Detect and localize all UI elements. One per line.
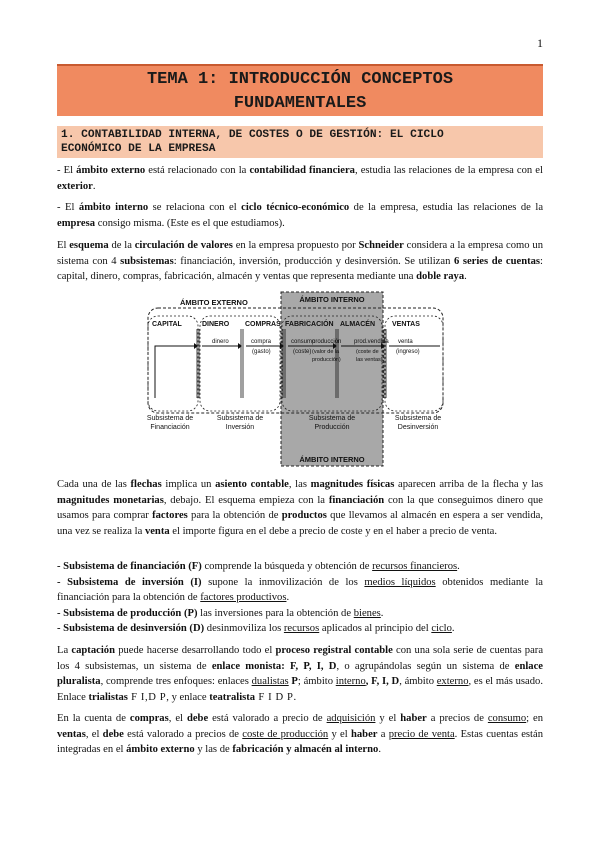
subsystem-des-2: Desinversión bbox=[397, 424, 439, 431]
ambito-interno-area bbox=[281, 292, 383, 466]
col-capital: CAPITAL bbox=[152, 321, 182, 328]
ambito-interno-bottom-label: ÁMBITO INTERNO bbox=[299, 455, 365, 464]
entry-consumo: consumo bbox=[291, 339, 316, 345]
section-line-1: 1. CONTABILIDAD INTERNA, DE COSTES O DE GESTIÓN: EL CICLO bbox=[61, 129, 444, 141]
subsystem-prod-2: Producción bbox=[314, 424, 350, 431]
subsystem-des-1: Subsistema de bbox=[394, 415, 442, 422]
entry-consumo-sub: (coste) bbox=[293, 349, 312, 355]
entry-venta: venta bbox=[398, 339, 413, 345]
entry-dinero: dinero bbox=[212, 339, 229, 345]
entry-produccion: producción bbox=[312, 339, 342, 345]
paragraph-captacion: La captación puede hacerse desarrollando todo el proceso registral contable con una sola serie de cuentas para los 4 subsistemas, un sistema de enlace monista: F, P, I, D, o agrupándolas según un sistema de enlace pluralista, comprende tres enfoques: enlaces dualistas P; ámbito interno, F, I, D, ámbito externo, es el más usado. Enlace trialistas F I,D P, y enlace teatralista F I D P. bbox=[57, 645, 544, 703]
entry-prod-vendida-sub2: las ventas) bbox=[356, 357, 383, 363]
desinversion-box bbox=[385, 316, 443, 411]
entry-produccion-sub2: producción) bbox=[312, 357, 341, 363]
subsystem-prod-1: Subsistema de bbox=[308, 415, 356, 422]
list-item: - Subsistema de inversión (I) supone la inmovilización de los medios líquidos obtenidos mediante la financiación para la obtención de factores productivos. bbox=[57, 576, 544, 603]
entry-compra: compra bbox=[251, 339, 272, 345]
col-compras: COMPRAS bbox=[245, 321, 281, 328]
page-title bbox=[57, 64, 543, 116]
list-item: - Subsistema de financiación (F) comprende la búsqueda y obtención de recursos financieros. bbox=[57, 561, 460, 572]
page-number: 1 bbox=[537, 36, 543, 50]
subsystem-inv-2: Inversión bbox=[225, 424, 255, 431]
paragraph-ambito-interno: - El ámbito interno se relaciona con el ciclo técnico-económico de la empresa, estudia las relaciones de la empresa consigo misma. (Este es el que estudiamos). bbox=[57, 202, 544, 229]
col-fabricacion: FABRICACIÓN bbox=[285, 321, 334, 328]
section-line-2: ECONÓMICO DE LA EMPRESA bbox=[61, 143, 216, 155]
subsystem-fin-2: Financiación bbox=[150, 424, 190, 431]
paragraph-flechas: Cada una de las flechas implica un asiento contable, las magnitudes físicas aparecen arriba de la flecha y las magnitudes monetarias, debajo. El esquema empieza con la financiación con la que conseguimos dinero que usamos para comprar factores para la obtención de productos que llevamos al almacén en espera a ser vendida, una vez se realiza la venta el importe figura en el debe a precio de coste y en el haber a precio de venta. bbox=[57, 479, 544, 537]
paragraph-compras-ventas: En la cuenta de compras, el debe está valorado a precio de adquisición y el haber a precios de consumo; en ventas, el debe está valorado a precios de coste de producción y el haber a precio de venta. Estas cuentas están integradas en el ámbito externo y las de fabricación y almacén al interno. bbox=[57, 713, 544, 755]
entry-compra-sub: (gasto) bbox=[252, 349, 271, 355]
entry-produccion-sub1: (valor de la bbox=[312, 349, 340, 355]
paragraph-ambito-externo: - El ámbito externo está relacionado con la contabilidad financiera, estudia las relaciones de la empresa con el exterior. bbox=[57, 165, 543, 192]
value-circulation-diagram bbox=[140, 286, 460, 471]
list-item: - Subsistema de producción (P) las inversiones para la obtención de bienes. bbox=[57, 607, 384, 619]
paragraph-esquema: El esquema de la circulación de valores en la empresa propuesto por Schneider considera a la empresa como un sistema con 4 subsistemas: financiación, inversión, producción y desinversión. Se utilizan 6 series de cuentas: capital, dinero, compras, fabricación, almacén y ventas que representa mediante una doble raya. bbox=[57, 240, 543, 282]
inversion-box bbox=[200, 316, 280, 411]
entry-prod-vendida: prod.vendida bbox=[354, 339, 389, 345]
entry-prod-vendida-sub1: (coste de bbox=[356, 349, 379, 355]
col-almacen: ALMACÉN bbox=[340, 321, 375, 328]
subsystem-list bbox=[57, 559, 543, 637]
entry-venta-sub: (ingreso) bbox=[396, 349, 420, 355]
col-ventas: VENTAS bbox=[392, 321, 420, 328]
title-line-1: TEMA 1: INTRODUCCIÓN CONCEPTOS bbox=[146, 70, 454, 89]
list-item: - Subsistema de desinversión (D) desinmoviliza los recursos aplicados al principio del ciclo. bbox=[57, 623, 455, 634]
col-dinero: DINERO bbox=[202, 321, 230, 328]
section-heading bbox=[57, 126, 543, 158]
ambito-externo-label: ÁMBITO EXTERNO bbox=[180, 298, 248, 307]
subsystem-fin-1: Subsistema de bbox=[146, 415, 194, 422]
subsystem-inv-1: Subsistema de bbox=[216, 415, 264, 422]
title-line-2: FUNDAMENTALES bbox=[233, 94, 367, 113]
ambito-interno-top-label: ÁMBITO INTERNO bbox=[299, 295, 365, 304]
